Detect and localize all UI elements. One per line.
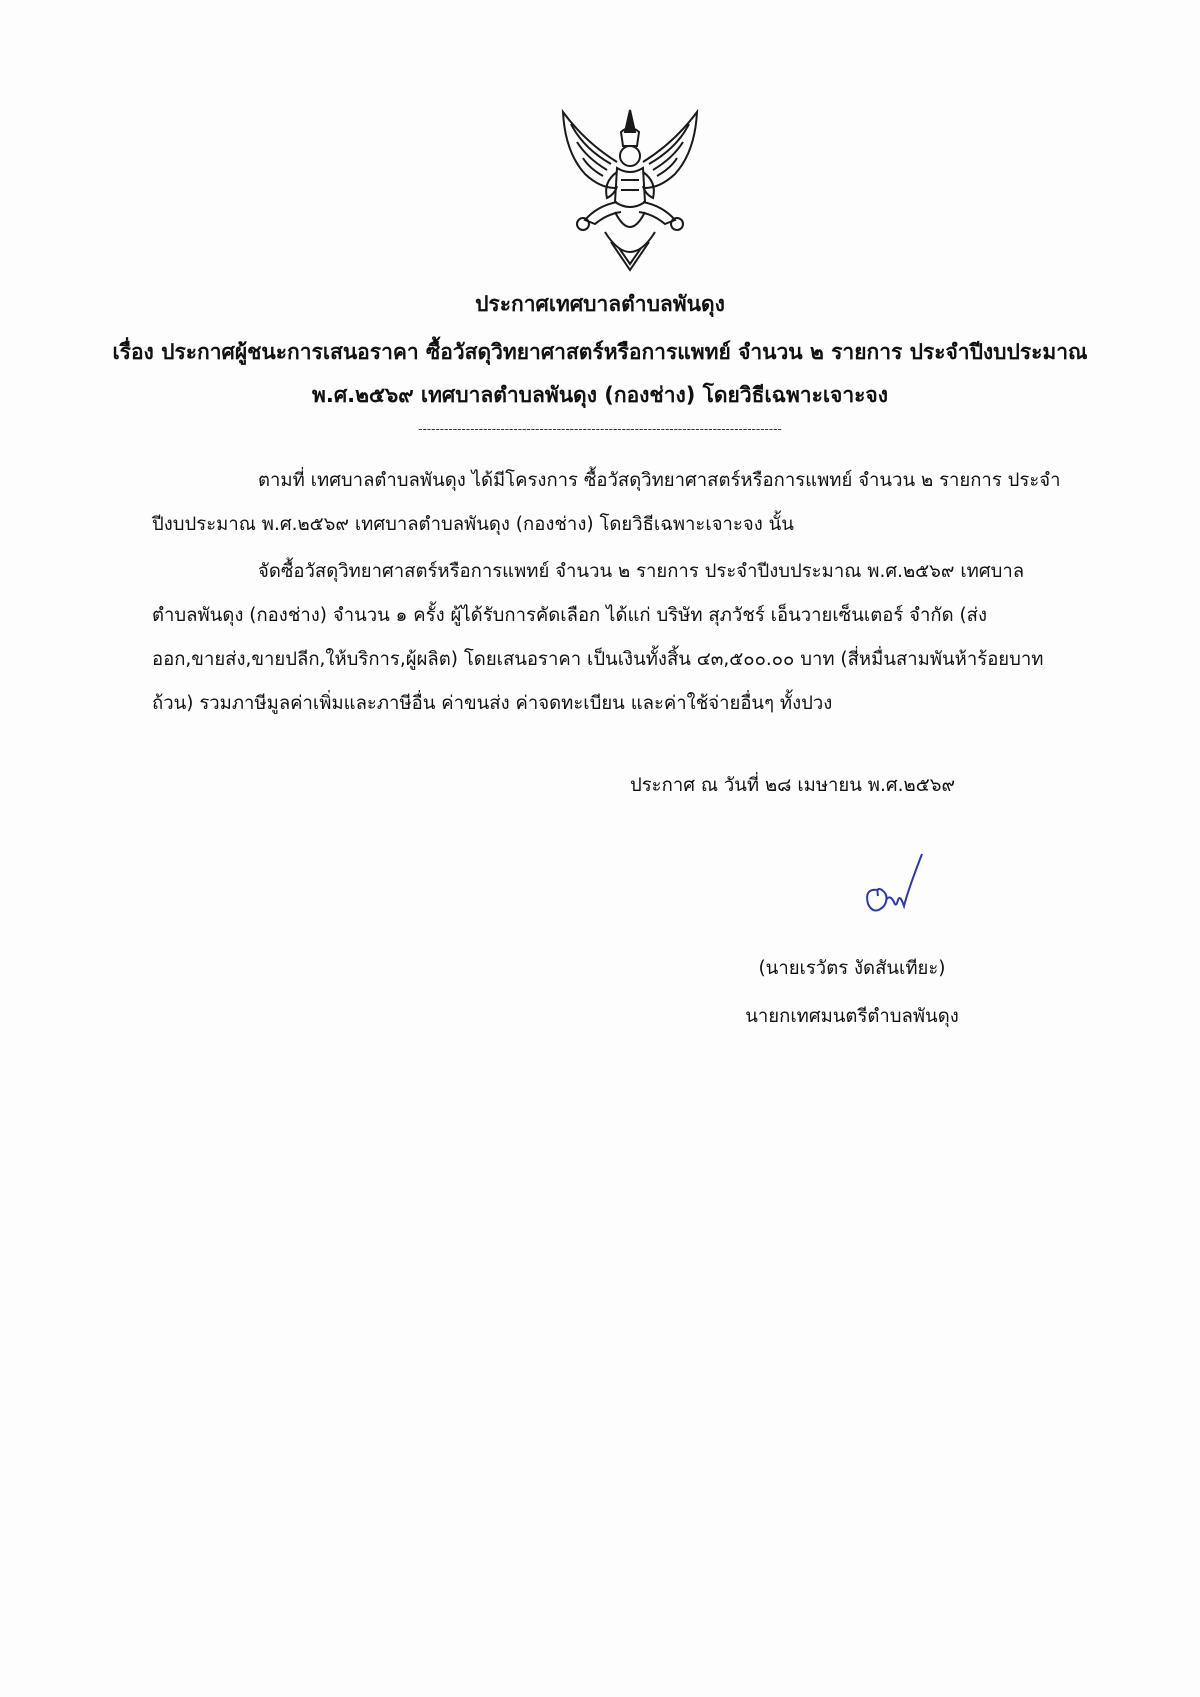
signature-icon — [860, 850, 940, 920]
paragraph-2-line-3: ออก,ขายส่ง,ขายปลีก,ให้บริการ,ผู้ผลิต) โดยเสนอราคา เป็นเงินทั้งสิ้น ๔๓,๕๐๐.๐๐ บาท (สี่หมื่นสามพันห้าร้อยบาท — [152, 649, 1044, 670]
announcement-date: ประกาศ ณ วันที่ ๒๘ เมษายน พ.ศ.๒๕๖๙ — [630, 775, 955, 796]
paragraph-2-line-4: ถ้วน) รวมภาษีมูลค่าเพิ่มและภาษีอื่น ค่าขนส่ง ค่าจดทะเบียน และค่าใช้จ่ายอื่นๆ ทั้งปวง — [152, 693, 833, 714]
paragraph-2-line-2: ตำบลพันดุง (กองช่าง) จำนวน ๑ ครั้ง ผู้ได้รับการคัดเลือก ได้แก่ บริษัท สุภวัชร์ เอ็นวายเซ็นเตอร์ จำกัด (ส่ง — [152, 605, 988, 626]
paragraph-2-line-1: จัดซื้อวัสดุวิทยาศาสตร์หรือการแพทย์ จำนวน ๒ รายการ ประจำปีงบประมาณ พ.ศ.๒๕๖๙ เทศบาล — [258, 561, 1025, 582]
paragraph-1-line-1: ตามที่ เทศบาลตำบลพันดุง ได้มีโครงการ ซื้อวัสดุวิทยาศาสตร์หรือการแพทย์ จำนวน ๒ รายการ ประจำ — [258, 470, 1061, 491]
signer-name: (นายเรวัตร งัดสันเทียะ) — [758, 958, 946, 979]
garuda-emblem-icon — [545, 102, 715, 277]
paragraph-1-line-2: ปีงบประมาณ พ.ศ.๒๕๖๙ เทศบาลตำบลพันดุง (กองช่าง) โดยวิธีเฉพาะเจาะจง นั้น — [152, 514, 794, 535]
signer-title: นายกเทศมนตรีตำบลพันดุง — [745, 1006, 959, 1027]
announcement-subject-line-1: เรื่อง ประกาศผู้ชนะการเสนอราคา ซื้อวัสดุวิทยาศาสตร์หรือการแพทย์ จำนวน ๒ รายการ ประจำปีงบประมาณ — [112, 340, 1088, 364]
announcement-org-title: ประกาศเทศบาลตำบลพันดุง — [475, 292, 725, 316]
header-separator: ------------------------------------------------------------------------------------ — [418, 422, 782, 436]
announcement-subject-line-2: พ.ศ.๒๕๖๙ เทศบาลตำบลพันดุง (กองช่าง) โดยวิธีเฉพาะเจาะจง — [312, 383, 888, 407]
